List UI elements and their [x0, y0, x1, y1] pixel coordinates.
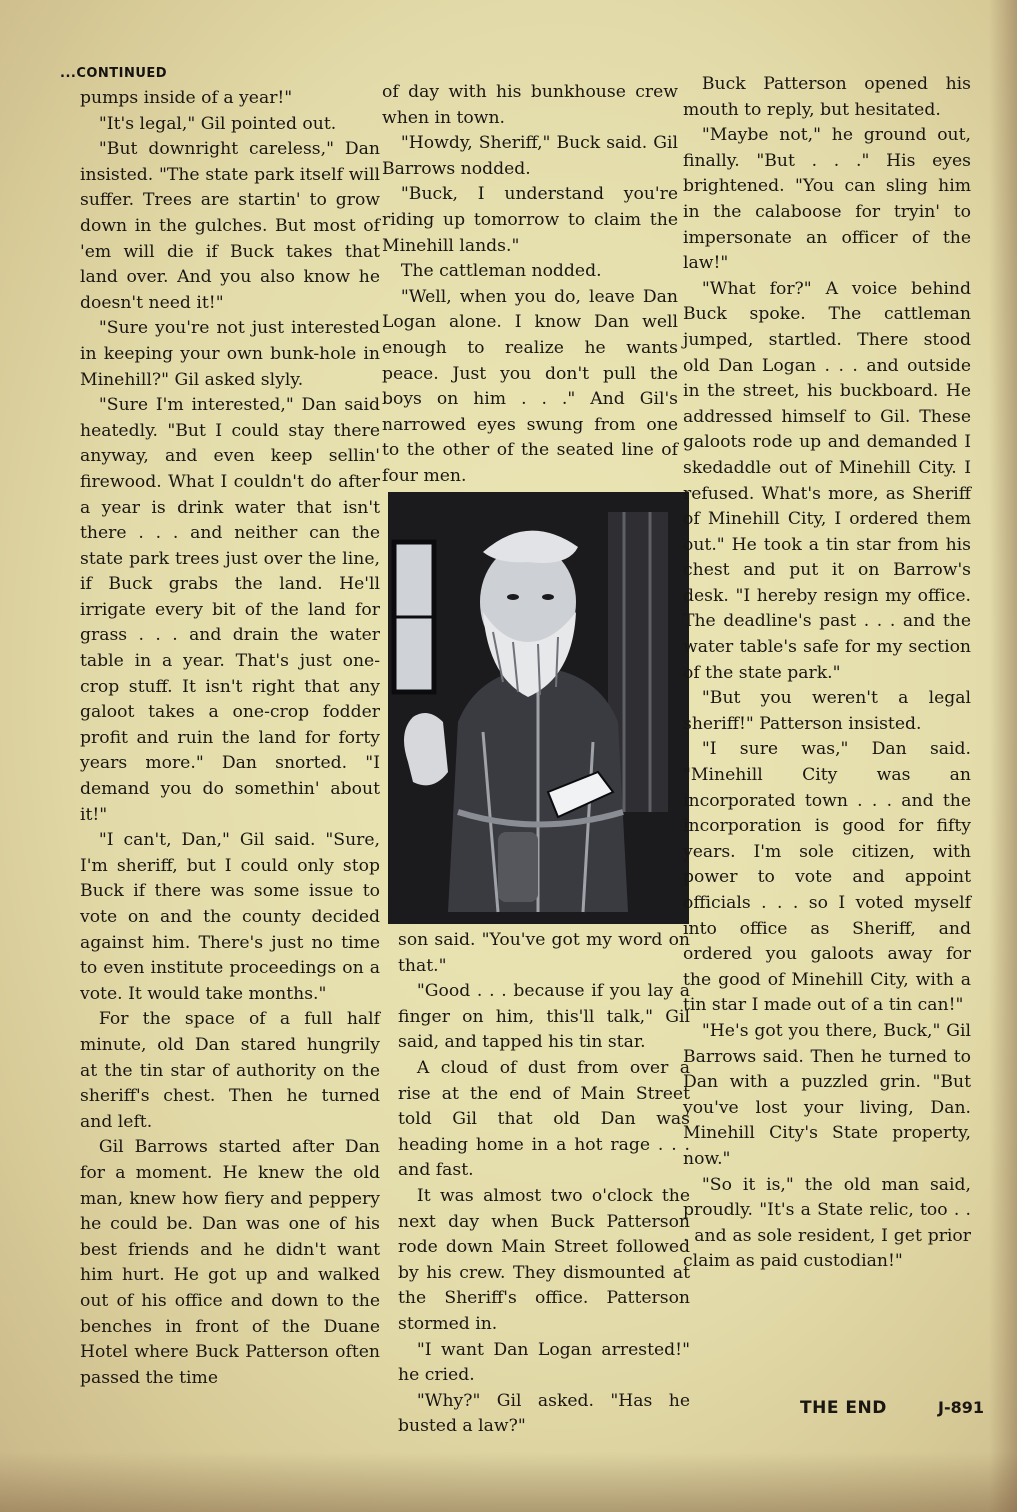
the-end-label: THE END: [800, 1398, 887, 1418]
page-edge-shadow: [0, 1452, 1017, 1512]
paragraph: "Sure I'm interested," Dan said heatedly. "But I could stay there anyway, and even keep sellin' firewood. What I couldn't do after a year is drink water that isn't there . . . and neither can the state park trees just over the line, if Buck grabs the land. He'll irrigate every bit of the land for grass . . . and drain the water table in a year. That's just one-crop stuff. It isn't right that any galoot takes a one-crop fodder profit and ruin the land for forty years more." Dan snorted. "I demand you do somethin' about it!": [80, 395, 380, 825]
eye: [507, 594, 519, 600]
paragraph: "I want Dan Logan arrested!" he cried.: [398, 1339, 690, 1386]
paragraph: "Good . . . because if you lay a finger on him, this'll talk," Gil said, and tapped his tin star.: [398, 981, 690, 1053]
illustration-drawing: [388, 492, 689, 924]
hair: [483, 531, 578, 563]
text-column-3: [683, 72, 971, 1275]
paragraph: Gil Barrows started after Dan for a moment. He knew the old man, knew how fiery and peppery he could be. Dan was one of his best friends and he didn't want him hurt. He got up and walked out of his office and down to the benches in front of the Duane Hotel where Buck Patterson often passed the time: [80, 1137, 380, 1388]
text-column-2-top: [382, 80, 678, 515]
paragraph: "So it is," the old man said, proudly. "It's a State relic, too . . . and as sole resident, I get prior claim as paid custodian!": [683, 1174, 971, 1272]
paragraph: "I sure was," Dan said. "Minehill City was an incorporated town . . . and the incorporation is good for fifty years. I'm sole citizen, with power to vote and appoint officials . . . so I voted myself into office as Sheriff, and ordered you galoots away for the good of Minehill City, with a tin star I made out of a tin can!": [683, 739, 971, 1016]
text-column-1: [80, 86, 380, 1391]
paragraph: pumps inside of a year!": [80, 88, 293, 108]
paragraph: "Sure you're not just interested in keeping your own bunk-hole in Minehill?" Gil asked slyly.: [80, 318, 380, 390]
paragraph: "He's got you there, Buck," Gil Barrows said. Then he turned to Dan with a puzzled grin. "But you've lost your living, Dan. Minehill City's State property, now.": [683, 1020, 971, 1169]
paragraph: "But you weren't a legal sheriff!" Patterson insisted.: [683, 688, 971, 734]
paragraph: A cloud of dust from over a rise at the end of Main Street told Gil that old Dan was heading home in a hot rage . . . and fast.: [398, 1057, 690, 1181]
paragraph: of day with his bunkhouse crew when in town.: [382, 82, 678, 128]
paragraph: "Buck, I understand you're riding up tomorrow to claim the Minehill lands.": [382, 184, 678, 256]
paragraph: For the space of a full half minute, old Dan stared hungrily at the tin star of authority on the sheriff's chest. Then he turned and left.: [80, 1009, 380, 1132]
paragraph: son said. "You've got my word on that.": [398, 930, 690, 976]
paragraph: "Howdy, Sheriff," Buck said. Gil Barrows nodded.: [382, 133, 678, 179]
paragraph: "Why?" Gil asked. "Has he busted a law?": [398, 1390, 690, 1437]
story-code: J-891: [938, 1398, 984, 1417]
paragraph: It was almost two o'clock the next day when Buck Patterson rode down Main Street followed by his crew. They dismounted at the Sheriff's office. Patterson stormed in.: [398, 1185, 690, 1334]
paragraph: The cattleman nodded.: [400, 261, 602, 282]
eye: [542, 594, 554, 600]
holster: [498, 832, 538, 902]
page-edge-shadow: [989, 0, 1017, 1512]
paragraph: "But downright careless," Dan insisted. "The state park itself will suffer. Trees are startin' to grow down in the gulches. But most of 'em will die if Buck takes that land over. And you also know he doesn't need it!": [80, 139, 380, 313]
text-column-2-bottom: [398, 928, 690, 1440]
paragraph: Buck Patterson opened his mouth to reply, but hesitated.: [683, 74, 971, 120]
illustration-old-man: [388, 492, 689, 924]
paragraph: "I can't, Dan," Gil said. "Sure, I'm sheriff, but I could only stop Buck if there was some issue to vote on and the county decided against him. There's just no time to even institute proceedings on a vote. It would take months.": [80, 830, 380, 1004]
continued-label: ...CONTINUED: [60, 66, 168, 81]
paragraph: "Well, when you do, leave Dan Logan alone. I know Dan well enough to realize he wants peace. Just you don't pull the boys on him . . ." And Gil's narrowed eyes swung from one to the other of the seated line of four men.: [382, 286, 678, 486]
paragraph: "Maybe not," he ground out, finally. "But . . ." His eyes brightened. "You can sling him in the calaboose for tryin' to impersonate an officer of the law!": [683, 125, 971, 274]
raised-hand: [404, 713, 448, 785]
paragraph: "What for?" A voice behind Buck spoke. The cattleman jumped, startled. There stood old Dan Logan . . . and outside in the street, his buckboard. He addressed himself to Gil. These galoots rode up and demanded I skedaddle out of Minehill City. I refused. What's more, as Sheriff of Minehill City, I ordered them out." He took a tin star from his chest and put it on Barrow's desk. "I hereby resign my office. The deadline's past . . . and the water table's safe for my section of the state park.": [683, 278, 971, 683]
paragraph: "It's legal," Gil pointed out.: [98, 113, 337, 134]
